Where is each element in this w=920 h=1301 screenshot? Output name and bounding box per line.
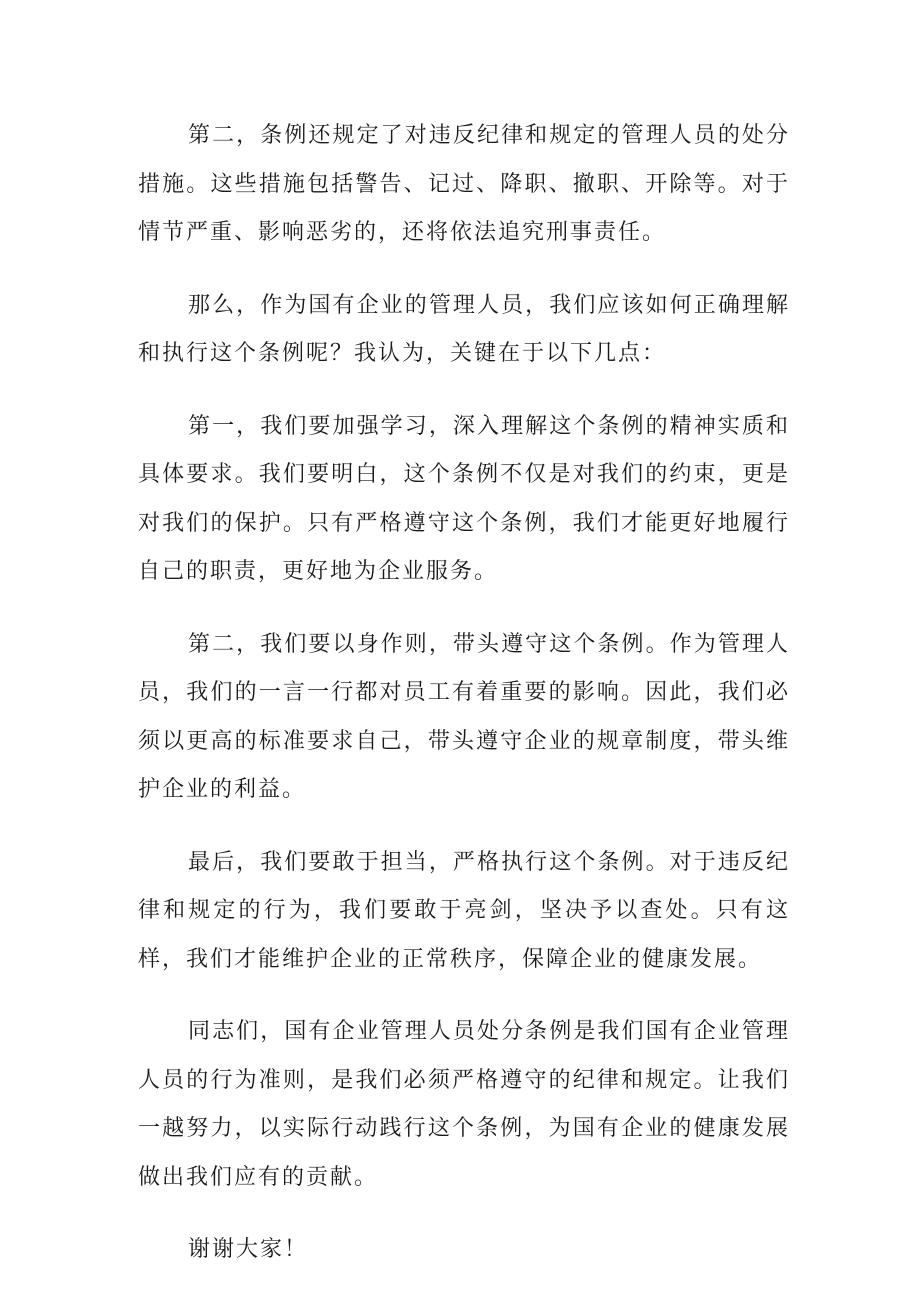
document-body (138, 112, 790, 1275)
paragraph-point-last: 最后，我们要敢于担当，严格执行这个条例。对于违反纪律和规定的行为，我们要敢于亮剑，坚决予以查处。只有这样，我们才能维护企业的正常秩序，保障企业的健康发展。 (138, 849, 790, 972)
paragraph-point-one: 第一，我们要加强学习，深入理解这个条例的精神实质和具体要求。我们要明白，这个条例不仅是对我们的约束，更是对我们的保护。只有严格遵守这个条例，我们才能更好地履行自己的职责，更好地为企业服务。 (138, 413, 790, 584)
paragraph-conclusion: 同志们，国有企业管理人员处分条例是我们国有企业管理人员的行为准则，是我们必须严格遵守的纪律和规定。让我们一越努力，以实际行动践行这个条例，为国有企业的健康发展做出我们应有的贡献。 (138, 1019, 790, 1190)
paragraph-point-two: 第二，我们要以身作则，带头遵守这个条例。作为管理人员，我们的一言一行都对员工有着重要的影响。因此，我们必须以更高的标准要求自己，带头遵守企业的规章制度，带头维护企业的利益。 (138, 631, 790, 802)
paragraph-penalty-measures: 第二，条例还规定了对违反纪律和规定的管理人员的处分措施。这些措施包括警告、记过、降职、撤职、开除等。对于情节严重、影响恶劣的，还将依法追究刑事责任。 (138, 123, 790, 245)
paragraph-question: 那么，作为国有企业的管理人员，我们应该如何正确理解和执行这个条例呢？我认为，关键在于以下几点： (138, 292, 790, 366)
paragraph-thanks: 谢谢大家！ (188, 1237, 309, 1262)
